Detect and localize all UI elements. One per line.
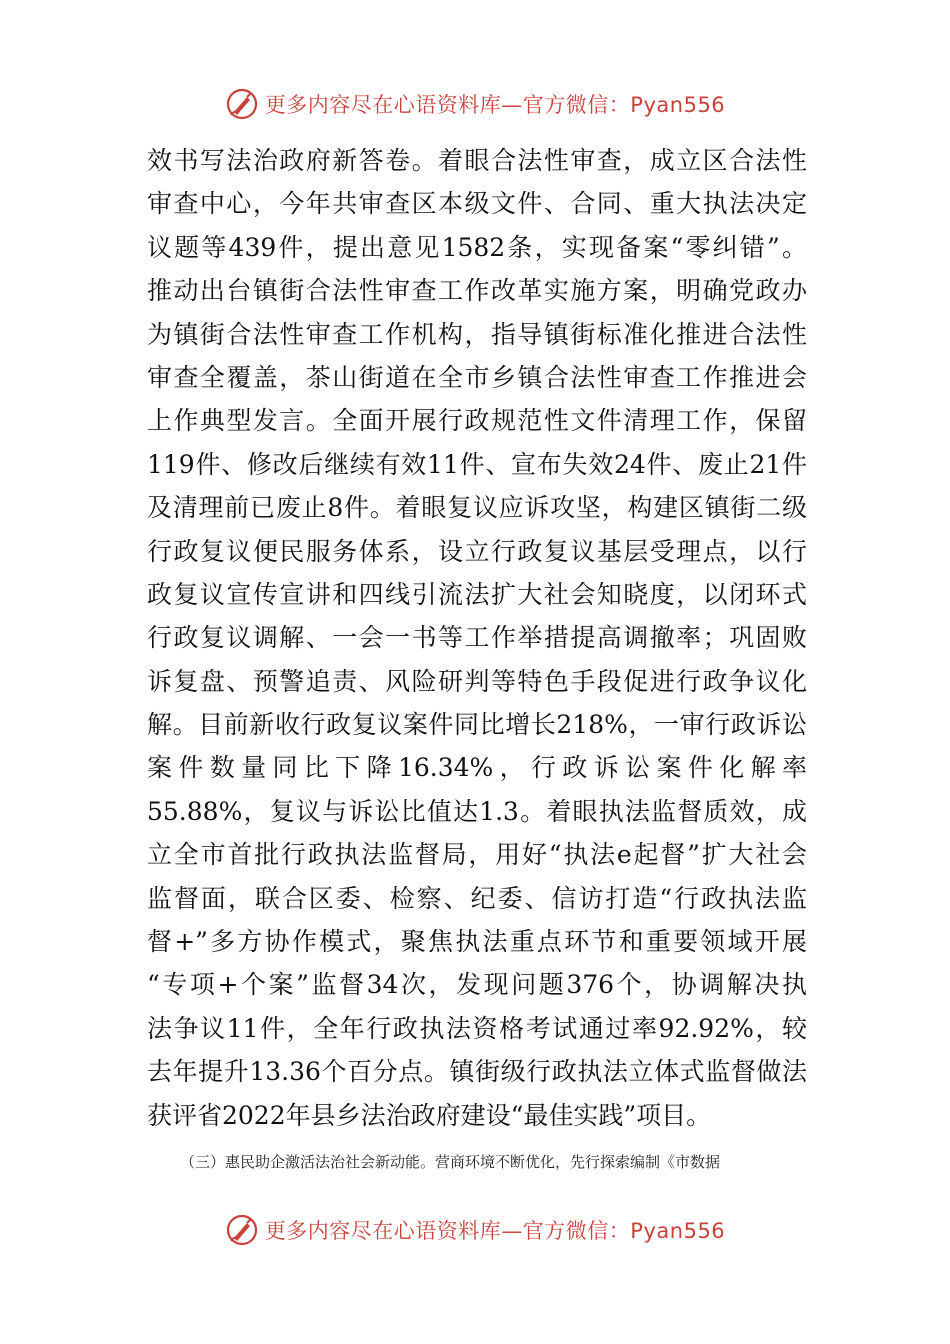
body-line: 审查中心，今年共审查区本级文件、合同、重大执法决定 [147,189,807,219]
section-heading-line: （三）惠民助企激活法治社会新动能。营商环境不断优化，先行探索编制《市数据 [180,1153,721,1171]
pen-circle-icon [225,1213,259,1247]
body-line: 督+”多方协作模式，聚焦执法重点环节和重要领域开展 [147,927,807,957]
body-line: 法争议11件，全年行政执法资格考试通过率92.92%，较 [147,1013,807,1043]
body-line: 55.88%，复议与诉讼比值达1.3。着眼执法监督质效，成 [147,796,807,826]
watermark-footer [0,1210,950,1250]
watermark-text: 更多内容尽在心语资料库—官方微信：Pyan556 [264,93,726,117]
pen-circle-icon [225,87,259,121]
body-line: 立全市首批行政执法监督局，用好“执法e起督”扩大社会 [147,840,807,870]
watermark-text: 更多内容尽在心语资料库—官方微信：Pyan556 [264,1219,726,1243]
body-line: “专项+个案”监督34次，发现问题376个，协调解决执 [147,970,807,1000]
body-line: 案件数量同比下降16.34%，行政诉讼案件化解率 [147,753,807,783]
document-body [147,139,807,1137]
body-line: 上作典型发言。全面开展行政规范性文件清理工作，保留 [147,406,807,436]
body-line: 行政复议便民服务体系，设立行政复议基层受理点，以行 [147,536,807,566]
body-line: 去年提升13.36个百分点。镇街级行政执法立体式监督做法 [147,1057,807,1087]
body-line: 为镇街合法性审查工作机构，指导镇街标准化推进合法性 [147,319,807,349]
body-line-last: 获评省2022年县乡法治政府建设“最佳实践”项目。 [147,1100,712,1130]
body-line: 审查全覆盖，茶山街道在全市乡镇合法性审查工作推进会 [147,362,807,392]
body-line: 行政复议调解、一会一书等工作举措提高调撤率；巩固败 [147,623,807,653]
body-line: 效书写法治政府新答卷。着眼合法性审查，成立区合法性 [147,146,807,175]
watermark-header [0,84,950,124]
body-line: 推动出台镇街合法性审查工作改革实施方案，明确党政办 [147,276,807,306]
body-line: 监督面，联合区委、检察、纪委、信访打造“行政执法监 [147,883,807,913]
body-line: 政复议宣传宣讲和四线引流法扩大社会知晓度，以闭环式 [147,579,807,609]
body-line: 议题等439件，提出意见1582条，实现备案“零纠错”。 [147,232,807,262]
body-line: 119件、修改后继续有效11件、宣布失效24件、废止21件 [147,449,807,479]
body-line: 及清理前已废止8件。着眼复议应诉攻坚，构建区镇街二级 [147,493,807,523]
body-line: 解。目前新收行政复议案件同比增长218%，一审行政诉讼 [147,710,807,740]
body-line: 诉复盘、预警追责、风险研判等特色手段促进行政争议化 [147,666,807,696]
